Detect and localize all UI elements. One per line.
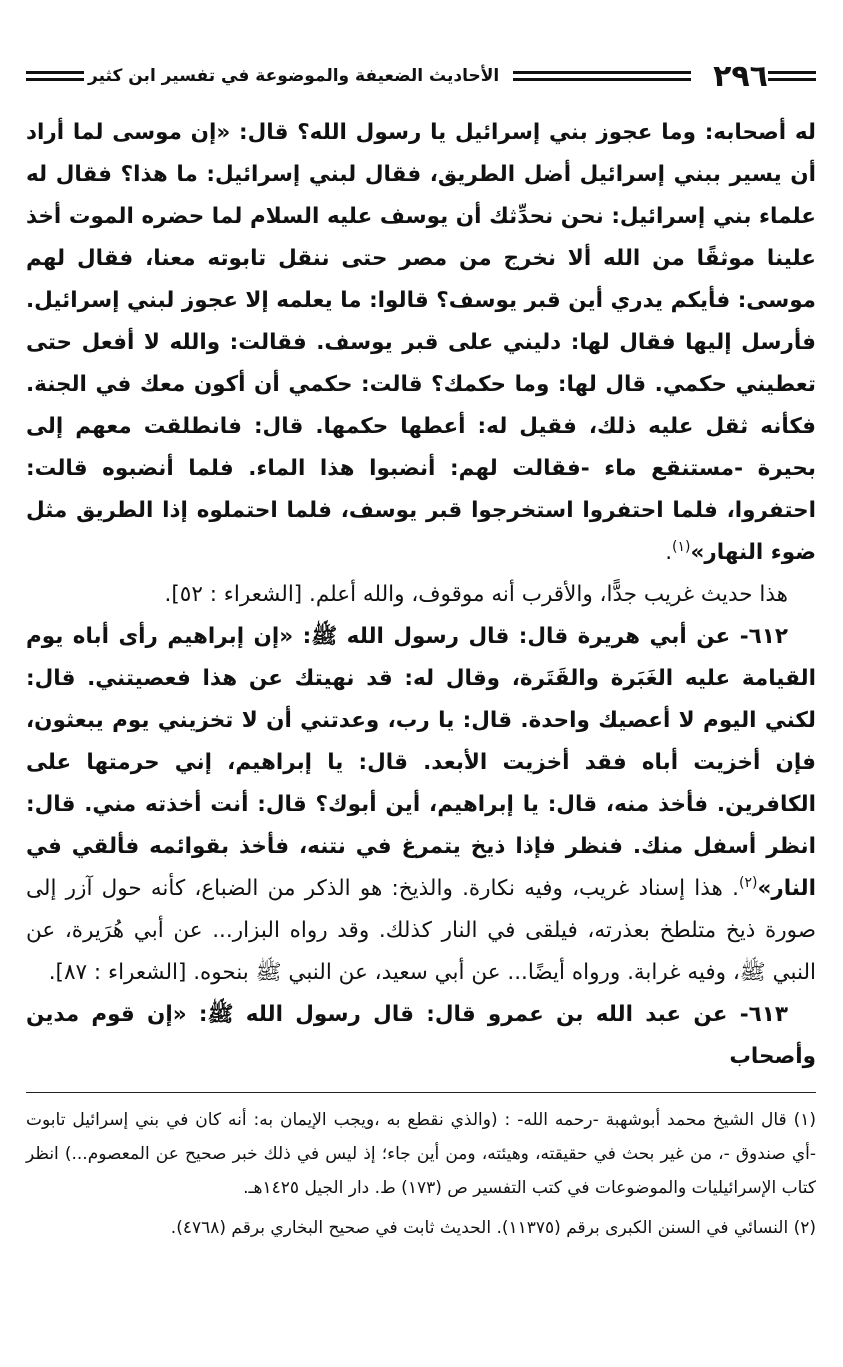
- paragraph-4: ٦١٣- عن عبد الله بن عمرو قال: قال رسول الله ﷺ: «إن قوم مدين وأصحاب: [26, 1002, 816, 1069]
- footnote-1: (١) قال الشيخ محمد أبوشهبة -رحمه الله- : (والذي نقطع به ،ويجب الإيمان به: أنه كان في بني إسرائيل تابوت -أي صندوق -، من غير بحث في حقيقته، وهيئته، ومن أين جاء؛ إذ ليس في ذلك خبر صحيح عن المعصوم...) انظر كتاب الإسرائيليات والموضوعات في كتب التفسير ص (١٧٣) ط. دار الجيل ١٤٢٥هـ.: [26, 1110, 816, 1198]
- book-page: [26, 56, 816, 1346]
- running-title: الأحاديث الضعيفة والموضوعة في تفسير ابن كثير: [88, 66, 500, 86]
- page-number: ٢٩٦: [713, 58, 768, 94]
- paragraph-3-hadith: ٦١٢- عن أبي هريرة قال: قال رسول الله ﷺ: «إن إبراهيم رأى أباه يوم القيامة عليه الغَبَرة والقَتَرة، وقال له: قد نهيتك عن هذا فعصيتني. قال: لكني اليوم لا أعصيك واحدة. قال: يا رب، وعدتني أن لا تخزيني يوم يبعثون، فإن أخزيت أباه فقد أخزيت الأبعد. قال: يا إبراهيم، إني حرمتها على الكافرين. فأخذ منه، قال: يا إبراهيم، أين أبوك؟ قال: أنت أخذته مني. قال: انظر أسفل منك. فنظر فإذا ذيخ يتمرغ في نتنه، فأخذ بقوائمه فألقي في النار»: [26, 624, 816, 901]
- header-rule-right: [768, 71, 816, 81]
- footnote-ref-2: (٢): [738, 874, 758, 891]
- page-header: [26, 56, 816, 96]
- paragraph-3: [26, 616, 816, 994]
- header-rule-middle: [513, 71, 691, 81]
- header-rule-left: [26, 71, 84, 81]
- paragraph-1-end: .: [665, 540, 673, 565]
- paragraph-3-commentary: . هذا إسناد غريب، وفيه نكارة. والذيخ: هو الذكر من الضباع، كأنه حول آزر إلى صورة ذيخ متلطخ بعذرته، فيلقى في النار كذلك. وقد رواه البزار... عن أبي هُرَيرة، عن النبي ﷺ، وفيه غرابة. ورواه أيضًا... عن أبي سعيد، عن النبي ﷺ بنحوه. [الشعراء : ٨٧].: [26, 876, 816, 985]
- footnote-2: (٢) النسائي في السنن الكبرى برقم (١١٣٧٥). الحديث ثابت في صحيح البخاري برقم (٤٧٦٨).: [170, 1218, 816, 1238]
- paragraph-2: هذا حديث غريب جدًّا، والأقرب أنه موقوف، والله أعلم. [الشعراء : ٥٢].: [164, 582, 788, 607]
- footnotes: [26, 1103, 816, 1245]
- main-text: [26, 112, 816, 1078]
- paragraph-1: [26, 112, 816, 574]
- footnote-ref-1: (١): [672, 538, 691, 555]
- footnote-separator: [26, 1092, 816, 1093]
- paragraph-1-text: له أصحابه: وما عجوز بني إسرائيل يا رسول الله؟ قال: «إن موسى لما أراد أن يسير ببني إسرائيل أضل الطريق، فقال لبني إسرائيل: ما هذا؟ فقال له علماء بني إسرائيل: نحن نحدِّثك أن يوسف عليه السلام لما حضره الموت أخذ علينا موثقًا من الله ألا نخرج من مصر حتى ننقل تابوته معنا، فقال لهم موسى: فأيكم يدري أين قبر يوسف؟ قالوا: ما يعلمه إلا عجوز لبني إسرائيل. فأرسل إليها فقال لها: دليني على قبر يوسف. فقالت: والله لا أفعل حتى تعطيني حكمي. قال لها: وما حكمك؟ قالت: حكمي أن أكون معك في الجنة. فكأنه ثقل عليه ذلك، فقيل له: أعطها حكمها. قال: فانطلقت معهم إلى بحيرة -مستنقع ماء -فقالت لهم: أنضبوا هذا الماء. فلما أنضبوه قالت: احتفروا، فلما احتفروا استخرجوا قبر يوسف، فلما احتملوه إذا الطريق مثل ضوء النهار»: [26, 120, 816, 565]
